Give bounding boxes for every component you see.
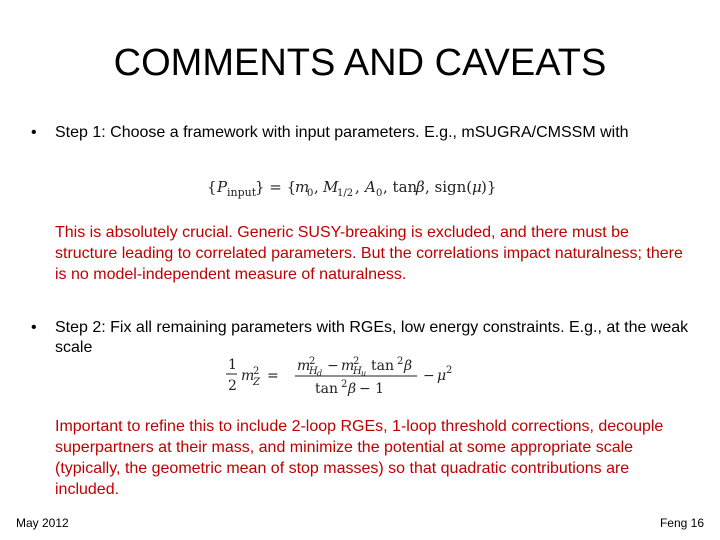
equation-input-parameters bbox=[205, 172, 525, 202]
svg-text:} = {: } = { bbox=[255, 178, 297, 196]
equation-weak-scale bbox=[225, 352, 485, 402]
svg-text:)}: )} bbox=[481, 178, 497, 196]
svg-text:2: 2 bbox=[397, 356, 404, 367]
svg-text:0: 0 bbox=[307, 188, 314, 199]
svg-text:μ: μ bbox=[472, 178, 482, 196]
svg-text:, tan: , tan bbox=[383, 178, 418, 196]
svg-text:μ: μ bbox=[437, 368, 447, 384]
svg-text:Z: Z bbox=[253, 377, 260, 388]
svg-text:d: d bbox=[317, 369, 323, 378]
svg-text:1/2: 1/2 bbox=[337, 188, 354, 199]
svg-text:P: P bbox=[217, 178, 228, 196]
svg-text:,: , bbox=[314, 178, 319, 196]
svg-text:m: m bbox=[297, 358, 311, 374]
note-step-2: Important to refine this to include 2-loop RGEs, 1-loop threshold corrections, decouple superpartners at their mass, and minimize the potential at some appropriate scale (typically, the geometric mean of stop masses) so that quadratic contributions are included. bbox=[55, 418, 664, 498]
svg-text:2: 2 bbox=[228, 378, 237, 394]
svg-text:2: 2 bbox=[309, 356, 316, 367]
svg-text:u: u bbox=[361, 369, 367, 378]
footer-date: May 2012 bbox=[16, 516, 69, 530]
svg-text:m: m bbox=[241, 368, 255, 384]
svg-text:H: H bbox=[309, 366, 318, 377]
svg-text:β: β bbox=[404, 358, 413, 374]
footer-page: Feng 16 bbox=[659, 516, 704, 530]
page-title: COMMENTS AND CAVEATS bbox=[113, 42, 607, 84]
svg-text:−: − bbox=[423, 368, 435, 384]
svg-text:1: 1 bbox=[228, 357, 237, 373]
svg-text:,: , bbox=[355, 178, 360, 196]
svg-text:tan: tan bbox=[315, 381, 338, 397]
svg-text:2: 2 bbox=[353, 356, 360, 367]
svg-text:, sign(: , sign( bbox=[425, 178, 473, 196]
svg-text:=: = bbox=[267, 368, 279, 384]
svg-text:β: β bbox=[348, 381, 357, 397]
svg-text:m: m bbox=[341, 358, 355, 374]
svg-text:2: 2 bbox=[253, 366, 260, 377]
svg-text:0: 0 bbox=[376, 188, 383, 199]
bullet-marker: • bbox=[31, 124, 37, 141]
svg-text:2: 2 bbox=[446, 365, 453, 376]
bullet-text: Step 1: Choose a framework with input parameters. E.g., mSUGRA/CMSSM with bbox=[55, 124, 629, 141]
svg-text:H: H bbox=[353, 366, 362, 377]
note-step-1: This is absolutely crucial. Generic SUSY-breaking is excluded, and there must be structure leading to correlated parameters. But the correlations impact naturalness; there is no model-independent measure of naturalness. bbox=[55, 224, 683, 283]
svg-text:−: − bbox=[327, 358, 339, 374]
svg-text:A: A bbox=[365, 178, 376, 196]
svg-text:M: M bbox=[323, 178, 339, 196]
svg-text:− 1: − 1 bbox=[359, 381, 385, 397]
svg-text:tan: tan bbox=[371, 358, 394, 374]
svg-text:β: β bbox=[416, 178, 425, 196]
svg-text:2: 2 bbox=[341, 379, 348, 390]
svg-text:{: { bbox=[207, 178, 217, 196]
bullet-marker: • bbox=[31, 319, 37, 336]
svg-text:m: m bbox=[295, 178, 310, 196]
bullet-step-1 bbox=[31, 123, 695, 143]
svg-text:input: input bbox=[227, 186, 257, 199]
bullet-text: Step 2: Fix all remaining parameters with RGEs, low energy constraints. E.g., at the weak scale bbox=[55, 319, 689, 356]
